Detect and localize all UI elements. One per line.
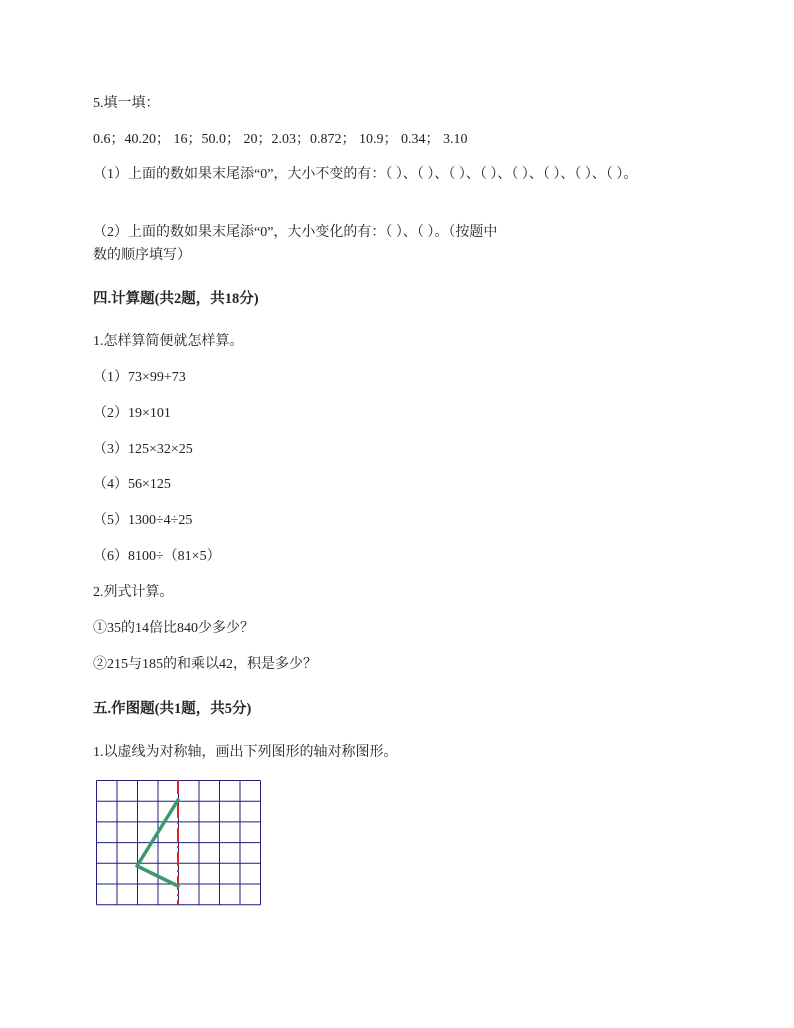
calc-item-5: （5）1300÷4÷25 — [93, 513, 193, 528]
drawing-problem-title: 1.以虚线为对称轴，画出下列图形的轴对称图形。 — [93, 745, 398, 760]
section-four-heading: 四.计算题(共2题，共18分) — [93, 291, 259, 307]
calc-item-6: （6）8100÷（81×5） — [93, 549, 221, 564]
question-1: （1）上面的数如果末尾添“0”，大小不变的有：（ ）、（ ）、（ ）、（ ）、（ ）、（ ）、（ ）、（ ）。 — [93, 167, 638, 182]
word-problem-2: ②215与185的和乘以42，积是多少？ — [93, 657, 317, 672]
section5-title: 5.填一填： — [93, 96, 160, 111]
question-2: （2）上面的数如果末尾添“0”，大小变化的有：（ ）、（ ）。（按题中数的顺序填写） — [93, 225, 498, 263]
problem-1-title: 1.怎样算简便就怎样算。 — [93, 334, 244, 349]
symmetry-grid-figure — [96, 780, 262, 912]
calc-item-3: （3）125×32×25 — [93, 442, 193, 457]
problem-2-title: 2.列式计算。 — [93, 585, 174, 600]
word-problem-1: ①35的14倍比840少多少？ — [93, 621, 254, 636]
calc-item-4: （4）56×125 — [93, 477, 171, 492]
calc-item-1: （1）73×99+73 — [93, 370, 186, 385]
calc-item-2: （2）19×101 — [93, 406, 171, 421]
number-list: 0.6；40.20； 16；50.0； 20；2.03；0.872； 10.9； 0.34； 3.10 — [93, 132, 468, 147]
section-five-heading: 五.作图题(共1题，共5分) — [93, 701, 252, 717]
